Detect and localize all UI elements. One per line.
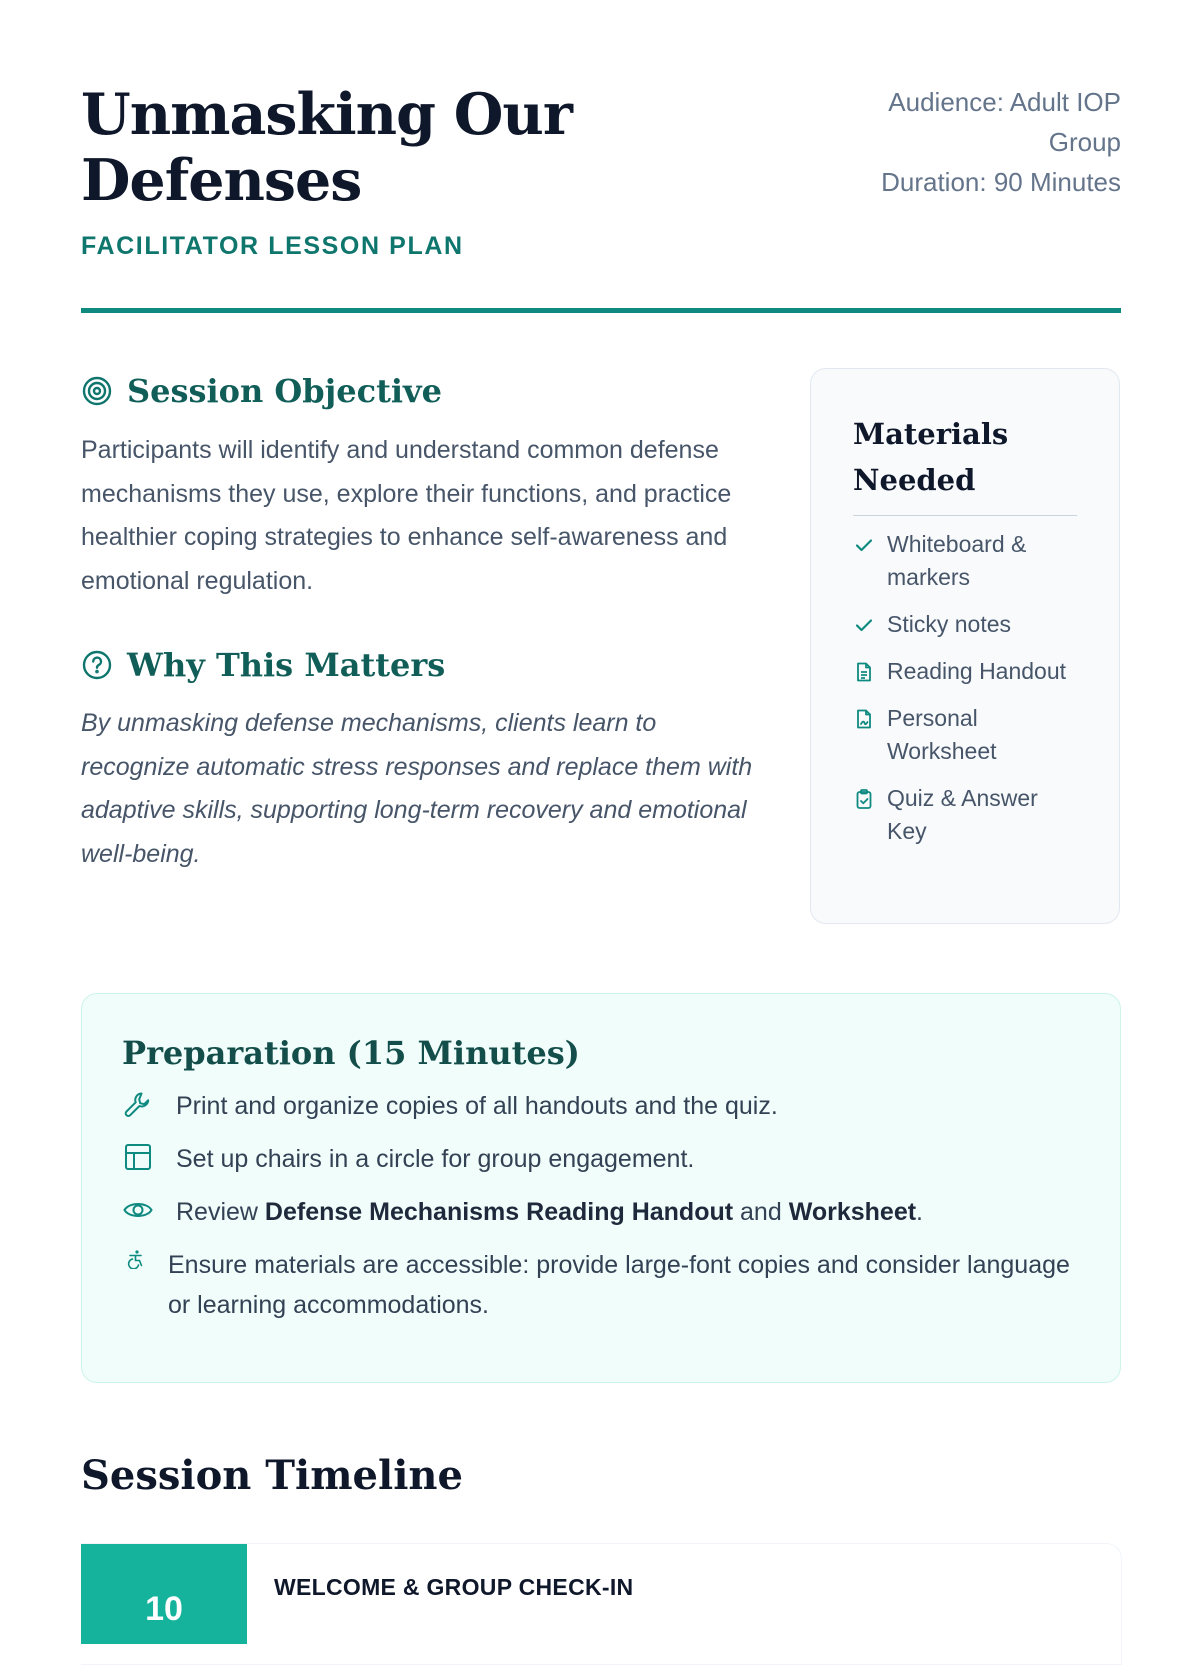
page-subtitle: FACILITATOR LESSON PLAN (81, 232, 464, 260)
document-icon (853, 661, 875, 683)
why-heading (81, 646, 445, 684)
materials-item-label: Reading Handout (887, 658, 1067, 684)
clipboard-check-icon (853, 788, 875, 810)
wrench-icon (122, 1088, 154, 1120)
materials-title: Materials Needed (853, 411, 1077, 516)
check-icon (853, 614, 875, 636)
timeline-minutes-badge: 10 (81, 1544, 247, 1644)
accessibility-icon (126, 1249, 146, 1269)
materials-item (853, 702, 1077, 768)
target-icon (81, 375, 113, 407)
duration-text: Duration: 90 Minutes (881, 167, 1121, 197)
check-icon (853, 534, 875, 556)
materials-item-label: Quiz & Answer Key (887, 785, 1038, 844)
preparation-item-text: Print and organize copies of all handouts and the quiz. (176, 1092, 778, 1120)
layout-icon (122, 1141, 154, 1173)
timeline-entry (81, 1543, 1122, 1665)
materials-item (853, 528, 1077, 594)
timeline-title: Session Timeline (81, 1452, 463, 1499)
preparation-item (122, 1245, 1080, 1325)
document-signature-icon (853, 708, 875, 730)
materials-card (810, 368, 1120, 924)
preparation-title: Preparation (15 Minutes) (122, 1034, 580, 1072)
materials-list (853, 528, 1077, 848)
page-title: Unmasking Our Defenses (81, 81, 572, 214)
preparation-item-text: Ensure materials are accessible: provide large-font copies and consider language or learning accommodations. (168, 1251, 1070, 1319)
session-meta (821, 82, 1121, 202)
timeline-entry-label: WELCOME & GROUP CHECK-IN (274, 1574, 634, 1600)
eye-icon (122, 1194, 154, 1226)
objective-heading (81, 372, 442, 410)
why-heading-text: Why This Matters (127, 646, 446, 684)
preparation-item (122, 1139, 1080, 1179)
audience-text: Audience: Adult IOP Group (888, 87, 1121, 157)
preparation-list (122, 1086, 1080, 1325)
materials-item-label: Whiteboard & markers (887, 531, 1027, 590)
objective-heading-text: Session Objective (127, 372, 442, 410)
materials-item-label: Personal Worksheet (887, 705, 997, 764)
preparation-item (122, 1086, 1080, 1126)
objective-text: Participants will identify and understand common defense mechanisms they use, explore their functions, and practice healthier coping strategies to enhance self-awareness and emotional regulation. (81, 436, 732, 595)
why-text: By unmasking defense mechanisms, clients learn to recognize automatic stress responses and replace them with adaptive skills, supporting long-term recovery and emotional well-being. (81, 709, 753, 868)
handout-name: Defense Mechanisms Reading Handout (264, 1198, 734, 1226)
materials-item (853, 782, 1077, 848)
preparation-item-text: Review Defense Mechanisms Reading Handout and Worksheet. (176, 1198, 923, 1226)
materials-item (853, 608, 1077, 641)
preparation-item (122, 1192, 1080, 1232)
header-divider (81, 308, 1121, 313)
materials-item-label: Sticky notes (887, 611, 1011, 637)
question-circle-icon (81, 649, 113, 681)
materials-item (853, 655, 1077, 688)
worksheet-name: Worksheet (788, 1198, 917, 1226)
preparation-box (81, 993, 1121, 1383)
preparation-item-text: Set up chairs in a circle for group engagement. (176, 1145, 695, 1173)
